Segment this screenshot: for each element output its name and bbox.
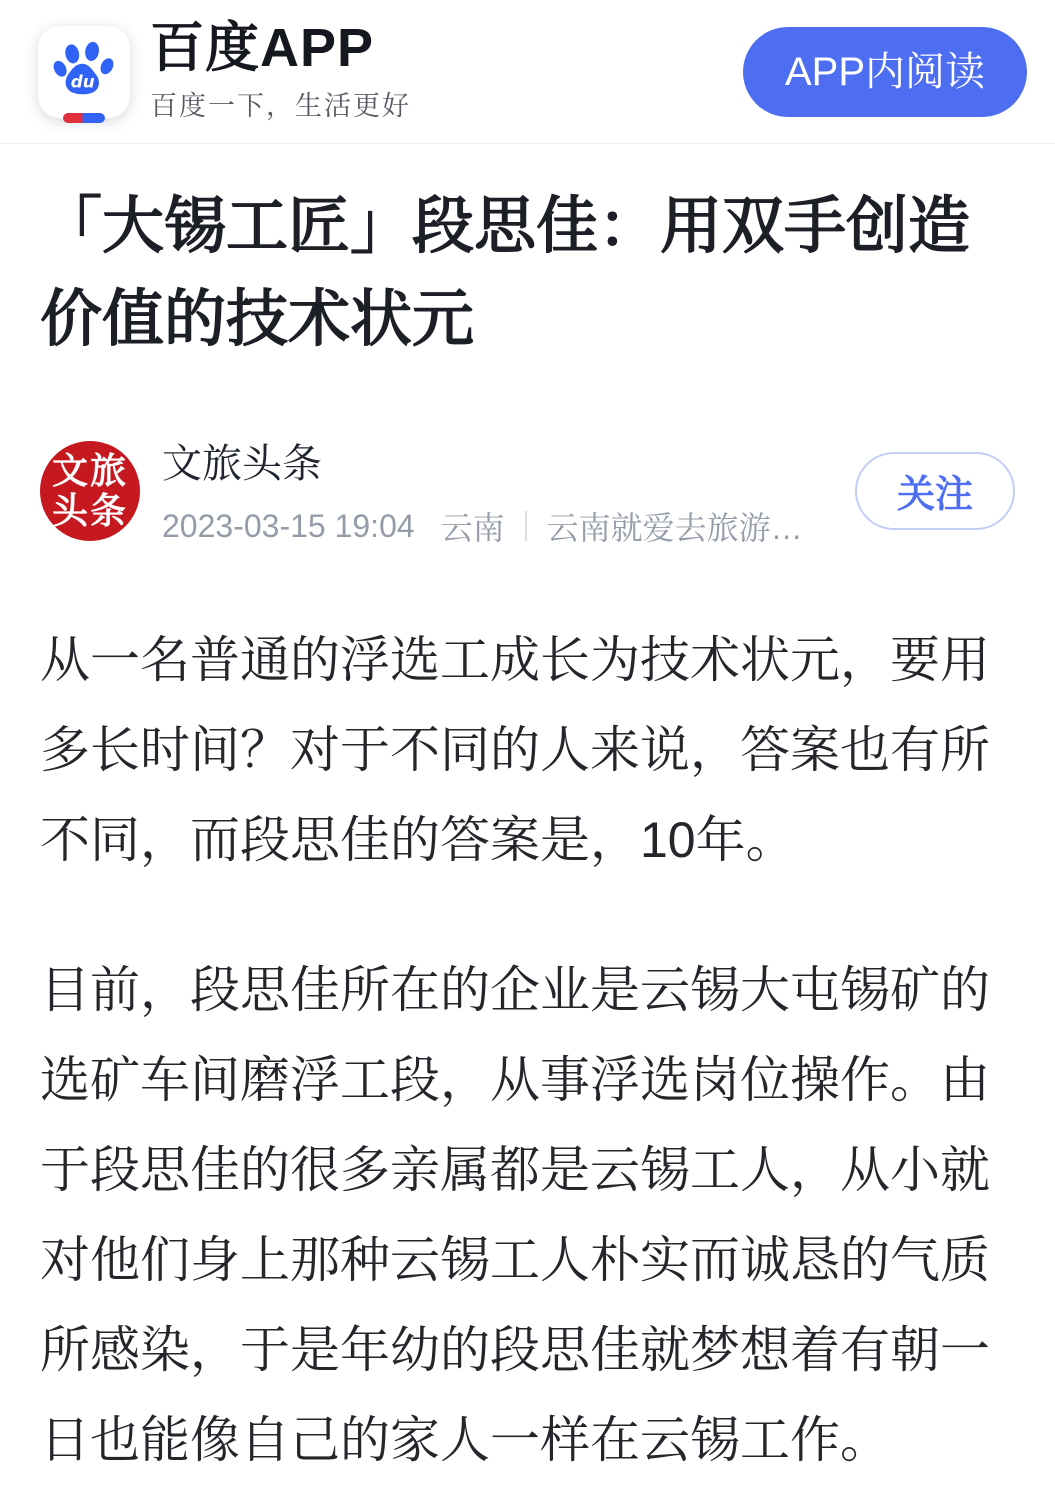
author-info (162, 432, 803, 549)
publish-date: 2023-03-15 19:04 (162, 507, 415, 544)
baidu-paw-icon (53, 39, 115, 101)
article-paragraph-2: 目前，段思佳所在的企业是云锡大屯锡矿的选矿车间磨浮工段，从事浮选岗位操作。由于段思佳的很多亲属都是云锡工人，从小就对他们身上那种云锡工人朴实而诚恳的气质所感染，于是年幼的段思佳就梦想着有朝一日也能像自己的家人一样在云锡工作。 (40, 962, 990, 1468)
meta-divider (525, 511, 527, 541)
app-header (0, 0, 1055, 144)
follow-button[interactable]: 关注 (855, 452, 1015, 530)
article-paragraph-1: 从一名普通的浮选工成长为技术状元，要用多长时间？对于不同的人来说，答案也有所不同，而段思佳的答案是，10年。 (40, 632, 990, 868)
publish-location: 云南 (440, 510, 505, 546)
svg-text:du: du (70, 70, 95, 91)
baidu-app-icon[interactable] (38, 26, 130, 118)
avatar-text-line2: 头条 (51, 489, 128, 531)
article-title: 「大锡工匠」段思佳：用双手创造价值的技术状元 (40, 192, 971, 354)
author-name[interactable]: 文旅头条 (162, 442, 322, 486)
article-body (40, 615, 1015, 1485)
article-meta (162, 503, 803, 549)
open-in-app-button[interactable]: APP内阅读 (743, 27, 1027, 117)
baidu-logo-text[interactable] (150, 20, 411, 123)
source-name: 云南就爱去旅游… (546, 510, 803, 546)
author-row (40, 432, 1015, 549)
app-tagline: 百度一下，生活更好 (150, 90, 411, 121)
app-name: 百度APP (150, 18, 375, 79)
author-avatar-seal[interactable] (40, 441, 140, 541)
article (0, 180, 1055, 1485)
avatar-text-line1: 文旅 (51, 449, 128, 491)
icon-underline-bar (63, 113, 105, 123)
